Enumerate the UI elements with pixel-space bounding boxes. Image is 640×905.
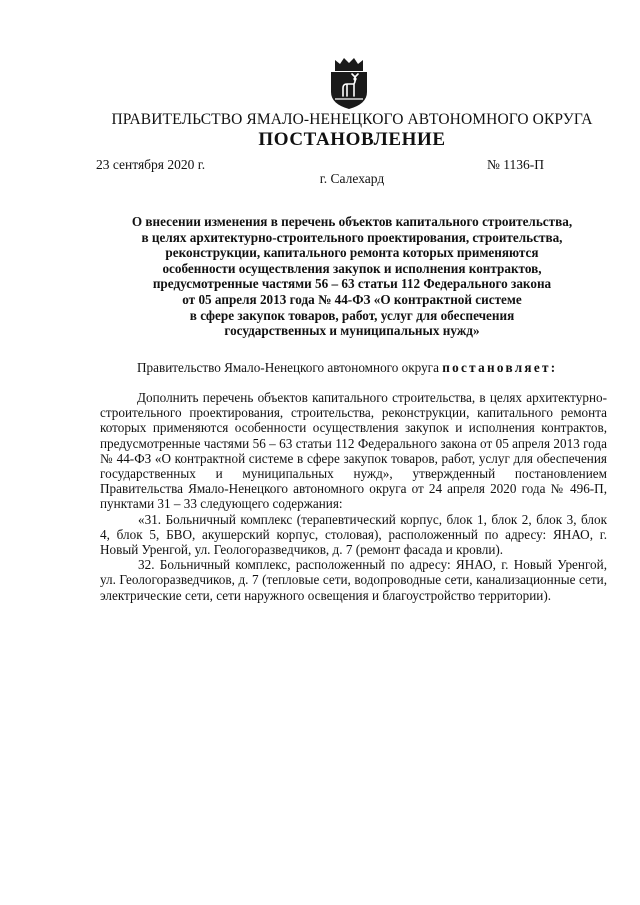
title-line: реконструкции, капитального ремонта которых применяются (165, 245, 539, 261)
document-date: 23 сентября 2020 г. (96, 157, 206, 172)
title-line: в целях архитектурно-строительного проектирования, строительства, (141, 229, 563, 245)
title-line: в сфере закупок товаров, работ, услуг для обеспечения (189, 307, 515, 323)
title-line: особенности осуществления закупок и исполнения контрактов, (162, 260, 542, 276)
document-body (100, 390, 607, 603)
list-item-31: «31. Больничный комплекс (терапевтический корпус, блок 1, блок 2, блок 3, блок 4, блок 5, БВО, акушерский корпус, столовая), расположенный по адресу: ЯНАО, г. Новый Уренгой, ул. Геологоразведчиков, д. 7 (ремонт фасада и кровли). (100, 511, 607, 558)
document-city: г. Салехард (319, 171, 385, 186)
preamble (137, 360, 557, 376)
title-line: предусмотренные частями 56 – 63 статьи 112 Федерального закона (152, 276, 552, 292)
body-paragraph: Дополнить перечень объектов капитального строительства, в целях архитектурно-строительного проектирования, строительства, реконструкции, капитального ремонта которых применяются особенности осуществления закупок и исполнения контрактов, предусмотренные частями 56 – 63 статьи 112 Федерального закона от 05 апреля 2013 года № 44-ФЗ «О контрактной системе в сфере закупок товаров, работ, услуг для обеспечения государственных и муниципальных нужд», утвержденный постановлением Правительства Ямало-Ненецкого автономного округа от 24 апреля 2020 года № 496-П, пунктами 31 – 33 следующего содержания: (100, 390, 607, 512)
title-line: государственных и муниципальных нужд» (224, 323, 480, 339)
title-line: О внесении изменения в перечень объектов капитального строительства, (131, 214, 573, 229)
list-item-32: 32. Больничный комплекс, расположенный по адресу: ЯНАО, г. Новый Уренгой, ул. Геологоразведчиков, д. 7 (тепловые сети, водопроводные сети, канализационные сети, электрические сети, сети наружного освещения и благоустройство территории). (100, 557, 607, 603)
preamble-text: Правительство Ямало-Ненецкого автономного округа (137, 360, 443, 375)
coat-of-arms-icon (326, 56, 372, 110)
document-number: № 1136-П (487, 157, 544, 172)
preamble-emphasis: постановляет: (442, 360, 558, 375)
title-line: от 05 апреля 2013 года № 44-ФЗ «О контрактной системе (182, 291, 522, 307)
government-name: ПРАВИТЕЛЬСТВО ЯМАЛО-НЕНЕЦКОГО АВТОНОМНОГО ОКРУГА (111, 111, 593, 128)
document-type: ПОСТАНОВЛЕНИЕ (258, 129, 446, 150)
document-title (90, 214, 614, 339)
